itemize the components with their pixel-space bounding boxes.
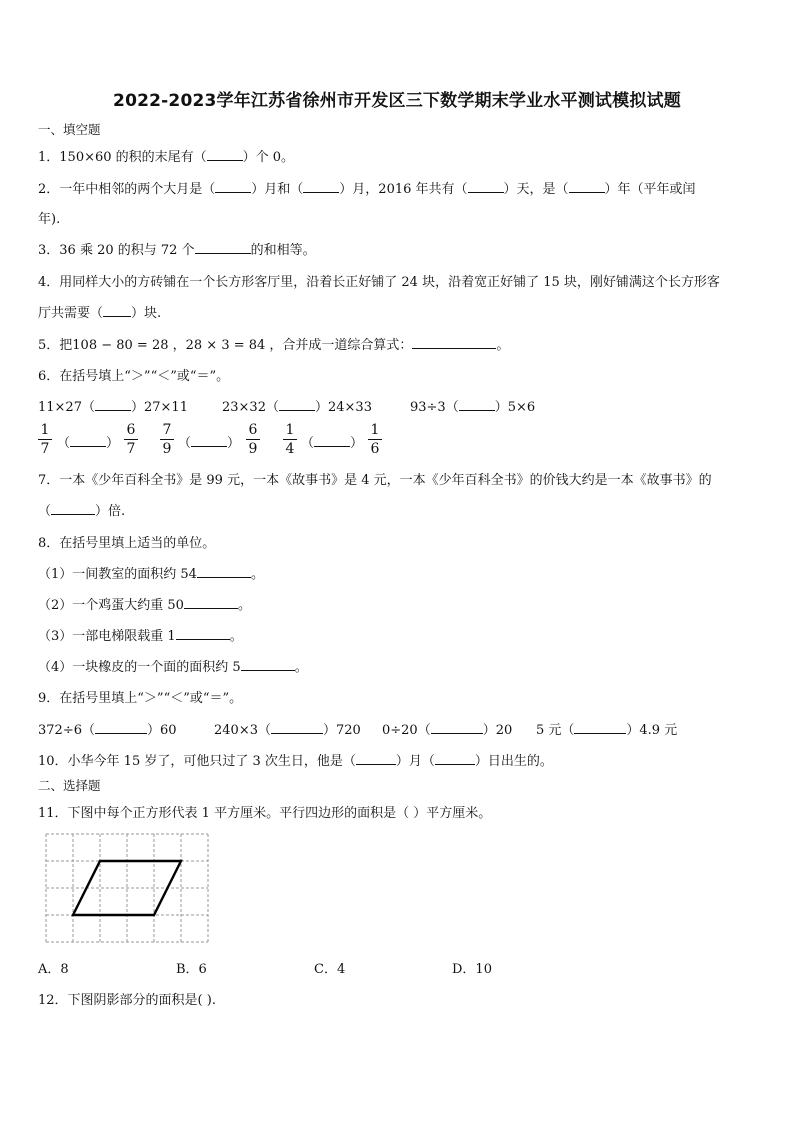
q8-3-blank[interactable] (176, 627, 230, 640)
q6-2-blank[interactable] (279, 398, 315, 411)
q1-post: ）个 0。 (242, 150, 295, 165)
q4-pre: 厅共需要（ (38, 306, 104, 321)
q6-frac-blank-2[interactable] (191, 434, 227, 447)
q11-option-a[interactable]: A．8 (38, 962, 69, 977)
paren-close: ） (350, 436, 364, 451)
q7-pre: （ (38, 504, 52, 519)
q6-compare-3 (410, 396, 535, 415)
q10-post: ）日出生的。 (474, 754, 553, 769)
q8-4-text: （4）一块橡皮的一个面的面积约 5 (38, 660, 241, 675)
q2-text-b: ）月和（ (251, 182, 304, 197)
q9-4-right: ）4.9 元 (626, 723, 678, 738)
question-11-stem: 11．下图中每个正方形代表 1 平方厘米。平行四边形的面积是（ ）平方厘米。 (38, 806, 492, 821)
question-10 (38, 750, 553, 769)
question-7-line2 (38, 500, 125, 519)
question-4-line1: 4．用同样大小的方砖铺在一个长方形客厅里，沿着长正好铺了 24 块，沿着宽正好铺了 15 块，刚好铺满这个长方形客 (38, 275, 720, 290)
q6-3-left: 93÷3（ (410, 400, 459, 415)
q9-1-right: ）60 (146, 723, 177, 738)
q9-3-right: ）20 (482, 723, 513, 738)
q9-2-right: ）720 (322, 723, 361, 738)
grid-figure (44, 832, 210, 944)
paren-close: ） (106, 436, 120, 451)
fraction-denominator: 7 (40, 441, 50, 457)
fraction-2a (160, 422, 174, 457)
q6-2-right: ）24×33 (314, 400, 372, 415)
q2-text-a: 2．一年中相邻的两个大月是（ (38, 182, 216, 197)
q9-1-blank[interactable] (95, 721, 147, 734)
q8-1-post: 。 (250, 567, 264, 582)
q8-1-blank[interactable] (197, 565, 251, 578)
paren-open: （ (178, 436, 192, 451)
fraction-numerator: 6 (124, 422, 138, 440)
paren-close: ） (227, 436, 241, 451)
q3-pre: 3．36 乘 20 的积与 72 个 (38, 243, 195, 258)
q10-blank-1[interactable] (356, 752, 396, 765)
fraction-numerator: 6 (246, 422, 260, 440)
q6-frac-blank-3[interactable] (314, 434, 350, 447)
q1-blank[interactable] (207, 148, 243, 161)
question-3 (38, 239, 316, 258)
paren-open: （ (57, 436, 71, 451)
fraction-denominator: 4 (285, 441, 295, 457)
fraction-3b (368, 422, 382, 457)
q6-1-blank[interactable] (95, 398, 131, 411)
q10-blank-2[interactable] (435, 752, 475, 765)
fraction-numerator: 1 (38, 422, 52, 440)
q8-3-text: （3）一部电梯限载重 1 (38, 629, 176, 644)
q3-post: 的和相等。 (250, 243, 316, 258)
fraction-compare-blank-3[interactable] (301, 432, 363, 451)
fraction-compare-blank-2[interactable] (178, 432, 240, 451)
q8-2-text: （2）一个鸡蛋大约重 50 (38, 598, 184, 613)
q2-line2: 年). (38, 212, 61, 227)
q1-pre: 1．150×60 的积的末尾有（ (38, 150, 207, 165)
q6-compare-1 (38, 396, 188, 415)
q2-blank-2[interactable] (303, 180, 339, 193)
q8-2-blank[interactable] (184, 596, 238, 609)
section-choice: 二、选择题 (38, 778, 101, 793)
q6-compare-2 (222, 396, 372, 415)
q9-compare-3 (382, 719, 512, 738)
fraction-1a (38, 422, 52, 457)
question-2 (38, 178, 696, 197)
q9-4-left: 5 元（ (536, 723, 575, 738)
q9-4-blank[interactable] (574, 721, 626, 734)
q6-3-right: ）5×6 (494, 400, 536, 415)
fraction-2b (246, 422, 260, 457)
fraction-numerator: 1 (368, 422, 382, 440)
question-4-line2 (38, 302, 161, 321)
question-9-stem: 9．在括号里填上“＞”“＜”或“＝”。 (38, 691, 243, 706)
q6-2-left: 23×32（ (222, 400, 279, 415)
q8-item-4 (38, 656, 308, 675)
paren-open: （ (301, 436, 315, 451)
q9-2-blank[interactable] (271, 721, 323, 734)
question-6-stem: 6．在括号填上“＞”“＜”或“＝”。 (38, 369, 230, 384)
q8-3-post: 。 (229, 629, 243, 644)
question-8-stem: 8．在括号里填上适当的单位。 (38, 536, 216, 551)
q8-item-3 (38, 625, 243, 644)
fraction-denominator: 9 (248, 441, 258, 457)
q2-blank-1[interactable] (215, 180, 251, 193)
q7-post: ）倍. (95, 504, 126, 519)
q2-text-e: ）年（平年或闰 (604, 182, 696, 197)
q9-3-left: 0÷20（ (382, 723, 431, 738)
fraction-numerator: 7 (160, 422, 174, 440)
q9-1-left: 372÷6（ (38, 723, 95, 738)
q2-text-d: ）天，是（ (503, 182, 569, 197)
fraction-numerator: 1 (283, 422, 297, 440)
q6-1-left: 11×27（ (38, 400, 95, 415)
q5-pre: 5．把108 − 80 = 28 ，28 × 3 = 84 ，合并成一道综合算式： (38, 338, 413, 353)
q5-blank[interactable] (412, 336, 496, 349)
q4-post: ）块. (131, 306, 162, 321)
q7-blank[interactable] (51, 502, 95, 515)
q10-pre: 10．小华今年 15 岁了，可他只过了 3 次生日，他是（ (38, 754, 356, 769)
q9-compare-4 (536, 719, 677, 738)
question-7-line1: 7．一本《少年百科全书》是 99 元，一本《故事书》是 4 元，一本《少年百科全书》的价钱大约是一本《故事书》的 (38, 473, 712, 488)
q10-mid: ）月（ (395, 754, 435, 769)
fraction-1b (124, 422, 138, 457)
question-12-stem: 12．下图阴影部分的面积是( ). (38, 993, 216, 1008)
q11-option-b[interactable]: B．6 (176, 962, 207, 977)
fraction-denominator: 7 (126, 441, 136, 457)
q9-3-blank[interactable] (431, 721, 483, 734)
q9-compare-2 (214, 719, 361, 738)
q6-3-blank[interactable] (459, 398, 495, 411)
q6-1-right: ）27×11 (130, 400, 188, 415)
q2-blank-3[interactable] (468, 180, 504, 193)
page-title: 2022-2023学年江苏省徐州市开发区三下数学期末学业水平测试模拟试题 (113, 91, 681, 111)
grid-lines (46, 834, 208, 942)
question-5 (38, 334, 509, 353)
q3-blank[interactable] (195, 241, 251, 254)
q11-option-d[interactable]: D．10 (452, 962, 492, 977)
q9-compare-1 (38, 719, 177, 738)
q8-4-post: 。 (294, 660, 308, 675)
fraction-3a (283, 422, 297, 457)
q8-item-2 (38, 594, 251, 613)
q2-text-c: ）月，2016 年共有（ (339, 182, 468, 197)
question-1 (38, 146, 294, 165)
fraction-denominator: 9 (162, 441, 172, 457)
q4-blank[interactable] (103, 304, 131, 317)
q8-2-post: 。 (237, 598, 251, 613)
q8-1-text: （1）一间教室的面积约 54 (38, 567, 197, 582)
q5-post: 。 (496, 338, 510, 353)
q6-frac-blank-1[interactable] (70, 434, 106, 447)
q9-2-left: 240×3（ (214, 723, 271, 738)
fraction-compare-blank-1[interactable] (57, 432, 119, 451)
section-fill-in: 一、填空题 (38, 122, 101, 137)
fraction-denominator: 6 (370, 441, 380, 457)
q2-blank-4[interactable] (569, 180, 605, 193)
q8-item-1 (38, 563, 264, 582)
q11-option-c[interactable]: C．4 (314, 962, 346, 977)
q8-4-blank[interactable] (241, 658, 295, 671)
